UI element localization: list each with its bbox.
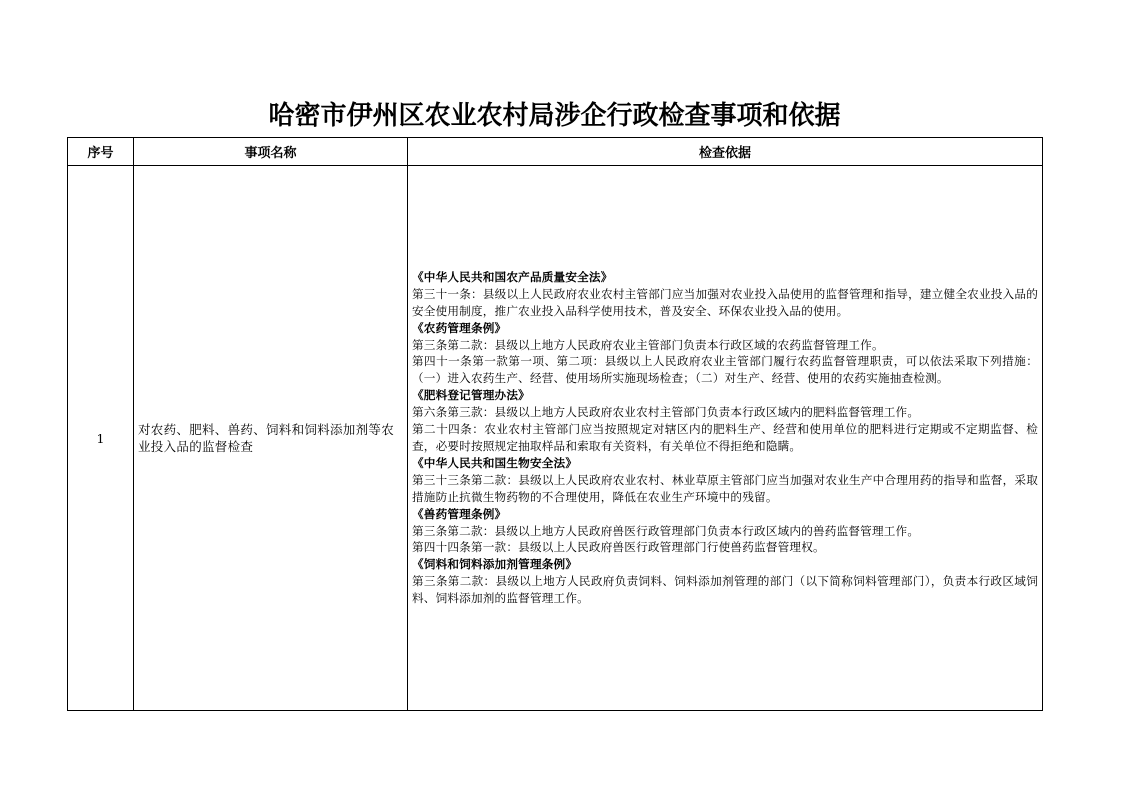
- table-row: [68, 166, 1043, 711]
- law-title: 《中华人民共和国农产品质量安全法》: [412, 269, 613, 284]
- law-clause: 第四十一条第一款第一项、第二项：县级以上人民政府农业主管部门履行农药监督管理职责，可以依法采取下列措施：（一）进入农药生产、经营、使用场所实施现场检查；（二）对生产、经营、使用的农药实施抽查检测。: [412, 354, 1038, 386]
- law-title: 《中华人民共和国生物安全法》: [412, 455, 578, 470]
- law-clause: 第三条第二款：县级以上地方人民政府负责饲料、饲料添加剂管理的部门（以下简称饲料管理部门），负责本行政区域饲料、饲料添加剂的监督管理工作。: [412, 574, 1038, 606]
- law-title: 《饲料和饲料添加剂管理条例》: [412, 557, 578, 572]
- row-seq: 1: [68, 166, 134, 711]
- header-name: 事项名称: [134, 138, 408, 166]
- header-basis: 检查依据: [408, 138, 1043, 166]
- law-title: 《肥料登记管理办法》: [412, 388, 530, 403]
- law-title: 《农药管理条例》: [412, 320, 507, 335]
- law-clause: 第四十四条第一款：县级以上人民政府兽医行政管理部门行使兽药监督管理权。: [412, 540, 825, 555]
- row-item-name: 对农药、肥料、兽药、饲料和饲料添加剂等农业投入品的监督检查: [134, 166, 408, 711]
- law-clause: 第三十三条第二款：县级以上人民政府农业农村、林业草原主管部门应当加强对农业生产中合理用药的指导和监督，采取措施防止抗微生物药物的不合理使用，降低在农业生产环境中的残留。: [412, 472, 1038, 504]
- law-clause: 第二十四条：农业农村主管部门应当按照规定对辖区内的肥料生产、经营和使用单位的肥料进行定期或不定期监督、检查，必要时按照规定抽取样品和索取有关资料，有关单位不得拒绝和隐瞒。: [412, 422, 1038, 453]
- law-title: 《兽药管理条例》: [412, 506, 507, 521]
- law-clause: 第六条第三款：县级以上地方人民政府农业农村主管部门负责本行政区域内的肥料监督管理工作。: [412, 405, 920, 420]
- inspection-table: [67, 137, 1043, 711]
- page-title: 哈密市伊州区农业农村局涉企行政检查事项和依据: [268, 101, 841, 131]
- law-clause: 第三十一条：县级以上人民政府农业农村主管部门应当加强对农业投入品使用的监督管理和指导，建立健全农业投入品的安全使用制度，推广农业投入品科学使用技术，普及安全、环保农业投入品的使用。: [412, 286, 1038, 318]
- law-clause: 第三条第二款：县级以上地方人民政府农业主管部门负责本行政区域的农药监督管理工作。: [412, 337, 884, 352]
- row-basis-cell: [408, 166, 1043, 711]
- table-header-row: [68, 138, 1043, 166]
- basis-text-block: [412, 269, 1038, 607]
- header-seq: 序号: [68, 138, 134, 166]
- law-clause: 第三条第二款：县级以上地方人民政府兽医行政管理部门负责本行政区域内的兽药监督管理工作。: [412, 523, 920, 538]
